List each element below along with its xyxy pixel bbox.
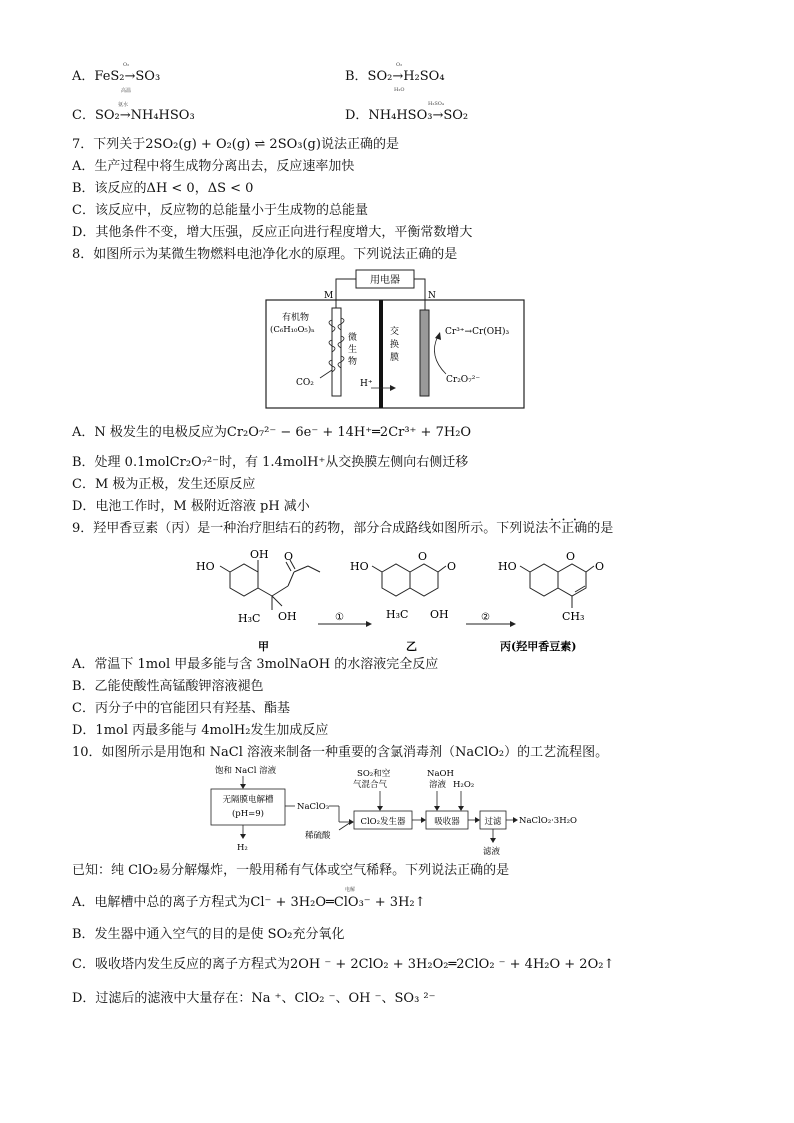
compound-jia xyxy=(220,560,320,610)
membrane-char-3: 膜 xyxy=(390,353,400,363)
bing-ch3: CH₃ xyxy=(562,610,585,623)
microbe-char-1: 微 xyxy=(348,333,358,343)
cr-reaction-label: Cr³⁺→Cr(OH)₃ xyxy=(445,327,510,337)
q10-known: 已知：纯 ClO₂易分解爆炸，一般用稀有气体或空气稀释。下列说法正确的是 xyxy=(72,863,510,878)
jia-ho: HO xyxy=(196,560,215,573)
q6-option-c: C．SO₂→NH₄HSO₃ xyxy=(72,108,195,123)
cr2o7-label: Cr₂O₇²⁻ xyxy=(446,375,481,385)
label-bing: 丙(羟甲香豆素) xyxy=(500,640,577,653)
q9-synthesis-figure xyxy=(190,540,630,656)
jia-h3c: H₃C xyxy=(238,612,261,625)
bing-o-ring: O xyxy=(566,550,576,563)
q6-a-under: 高温 xyxy=(121,88,132,94)
electrode-m-label: M xyxy=(324,291,334,301)
yi-o-carbonyl: O xyxy=(447,560,457,573)
jia-oh: OH xyxy=(278,610,297,623)
q7-option-d: D．其他条件不变，增大压强，反应正向进行程度增大，平衡常数增大 xyxy=(72,225,473,240)
q7-stem: 7．下列关于2SO₂(g) + O₂(g) ⇌ 2SO₃(g)说法正确的是 xyxy=(72,137,399,152)
filter-label: 过滤 xyxy=(484,817,502,827)
absorber-label: 吸收器 xyxy=(434,817,460,827)
step-2-label: ② xyxy=(481,612,490,623)
q6-option-d: D．NH₄HSO₃→SO₂ xyxy=(345,108,469,123)
q9-stem xyxy=(72,520,613,538)
q8-option-b: B．处理 0.1molCr₂O₇²⁻时，有 1.4molH⁺从交换膜左侧向右侧迁移 xyxy=(72,455,469,470)
cell-label: 无隔膜电解槽 xyxy=(222,795,274,805)
q9-option-d: D．1mol 丙最多能与 4molH₂发生加成反应 xyxy=(72,723,329,738)
h2-label: H₂ xyxy=(237,843,248,853)
h2o2-label: H₂O₂ xyxy=(453,780,475,790)
filtrate-label: 滤液 xyxy=(483,847,501,857)
q10-option-d: D．过滤后的滤液中大量存在：Na ⁺、ClO₂ ⁻、OH ⁻、SO₃ ²⁻ xyxy=(72,991,436,1006)
naoh-label-1: NaOH xyxy=(427,769,454,779)
yi-ho: HO xyxy=(350,560,369,573)
label-yi: 乙 xyxy=(406,640,417,653)
q8-fuel-cell-figure xyxy=(260,268,530,412)
jia-o-carbonyl: O xyxy=(284,550,294,563)
so2-air-label-1: SO₂和空 xyxy=(357,769,391,779)
electrode-n-label: N xyxy=(428,291,436,301)
q6-option-a: A．FeS₂→SO₃ xyxy=(72,69,161,84)
product-label: NaClO₂·3H₂O xyxy=(519,816,578,826)
q8-option-d: D．电池工作时，M 极附近溶液 pH 减小 xyxy=(72,499,310,514)
jia-oh-top: OH xyxy=(250,548,269,561)
q7-option-c: C．该反应中，反应物的总能量小于生成物的总能量 xyxy=(72,203,368,218)
yi-h3c: H₃C xyxy=(386,608,409,621)
q9-option-c: C．丙分子中的官能团只有羟基、酯基 xyxy=(72,701,290,716)
naclo3-label: NaClO₃ xyxy=(297,802,330,812)
bing-ho: HO xyxy=(498,560,517,573)
microbe-char-3: 物 xyxy=(348,357,358,367)
yi-oh: OH xyxy=(430,608,449,621)
q8-stem: 8．如图所示为某微生物燃料电池净化水的原理。下列说法正确的是 xyxy=(72,247,458,262)
q6-option-b: B．SO₂→H₂SO₄ xyxy=(345,69,445,84)
q9-stem-emphasis: 不正确 • • • xyxy=(548,521,587,536)
microbe-char-2: 生 xyxy=(348,345,358,355)
step-1-label: ① xyxy=(335,612,344,623)
q9-option-a: A．常温下 1mol 甲最多能与含 3molNaOH 的水溶液完全反应 xyxy=(72,657,439,672)
compound-bing xyxy=(520,564,594,608)
naoh-label-2: 溶液 xyxy=(429,780,447,790)
membrane-char-2: 换 xyxy=(390,340,400,350)
q8-option-c: C．M 极为正极，发生还原反应 xyxy=(72,477,256,492)
q8-option-a: A．N 极发生的电极反应为Cr₂O₇²⁻ − 6e⁻ + 14H⁺═2Cr³⁺ + 7H₂O xyxy=(72,425,472,440)
bing-o-carbonyl: O xyxy=(595,560,605,573)
q9-stem-post: 的是 xyxy=(587,521,614,536)
q10-option-a: A．电解槽中总的离子方程式为Cl⁻ + 3H₂O═ClO₃⁻ + 3H₂↑ xyxy=(72,895,426,910)
q6-d-over: H₂SO₄ xyxy=(428,101,444,107)
q6-a-over: O₂ xyxy=(123,62,130,68)
q7-option-a: A．生产过程中将生成物分离出去，反应速率加快 xyxy=(72,159,355,174)
q10-a-over: 电解 xyxy=(345,887,356,893)
q7-option-b: B．该反应的ΔH < 0，ΔS < 0 xyxy=(72,181,254,196)
q9-option-b: B．乙能使酸性高锰酸钾溶液褪色 xyxy=(72,679,264,694)
so2-air-label-2: 气混合气 xyxy=(353,780,388,790)
label-jia: 甲 xyxy=(258,640,269,653)
co2-label: CO₂ xyxy=(296,378,314,388)
q10-option-c: C．吸收塔内发生反应的离子方程式为2OH ⁻ + 2ClO₂ + 3H₂O₂═2ClO₂ ⁻ + 4H₂O + 2O₂↑ xyxy=(72,957,615,972)
device-label: 用电器 xyxy=(370,275,400,286)
q9-stem-pre: 9．羟甲香豆素（丙）是一种治疗胆结石的药物，部分合成路线如图所示。下列说法 xyxy=(72,521,549,536)
acid-label: 稀硫酸 xyxy=(305,831,331,841)
compound-yi xyxy=(372,564,446,596)
membrane-char-1: 交 xyxy=(390,327,400,337)
q6-b-over: O₂ xyxy=(396,62,403,68)
q10-option-b: B．发生器中通入空气的目的是使 SO₂充分氧化 xyxy=(72,927,345,942)
q6-b-under: H₂O xyxy=(394,87,405,93)
nacl-input-label: 饱和 NaCl 溶液 xyxy=(215,766,277,776)
q6-c-over: 氨水 xyxy=(118,102,129,108)
cell-ph-label: (pH=9) xyxy=(231,809,265,819)
organic-label: 有机物 xyxy=(282,313,310,323)
yi-o-ring: O xyxy=(418,550,428,563)
hplus-label: H⁺ xyxy=(360,379,373,389)
generator-label: ClO₂发生器 xyxy=(360,817,406,827)
q10-stem: 10．如图所示是用饱和 NaCl 溶液来制备一种重要的含氯消毒剂（NaClO₂）的工艺流程图。 xyxy=(72,745,609,760)
organic-formula: (C₆H₁₀O₅)ₙ xyxy=(270,325,315,335)
q10-flowchart xyxy=(205,764,605,860)
